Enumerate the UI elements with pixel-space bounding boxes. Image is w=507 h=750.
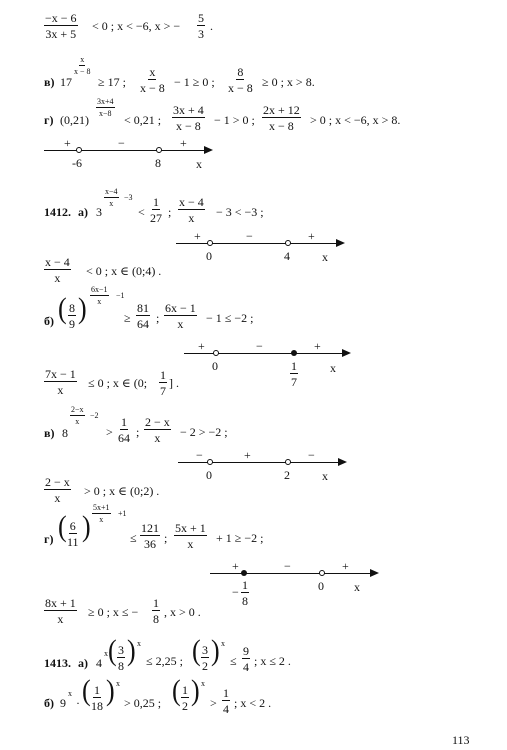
filled-point	[291, 350, 297, 356]
axis-line	[184, 353, 344, 354]
fraction: $\frac{1}{2}$	[182, 683, 188, 713]
fraction: $\frac{1}{8}$	[153, 596, 159, 626]
fraction: $\frac{x}{x - 8}$	[140, 65, 165, 95]
fraction: $\frac{3}{8}$	[118, 643, 124, 673]
fraction: $\frac{8}{x - 8}$	[228, 65, 253, 95]
fraction: $\frac{7x - 1}{x}$	[45, 367, 76, 397]
exponent: $\frac{5x+1}{x}$	[93, 503, 110, 524]
fraction: $\frac{1}{4}$	[223, 686, 229, 716]
fraction: $\frac{8}{9}$	[69, 301, 75, 331]
exponent: $\frac{x-4}{x}$	[105, 187, 118, 208]
fraction: $\frac{2 - x}{x}$	[145, 415, 170, 445]
fraction: $\frac{5x + 1}{x}$	[175, 521, 206, 551]
filled-point	[241, 570, 247, 576]
exponent: $\frac{3x+4}{x-8}$	[97, 97, 114, 118]
arrow-icon	[336, 239, 345, 247]
fraction: $\frac{121}{36}$	[141, 521, 159, 551]
fraction: $\frac{81}{64}$	[137, 301, 149, 331]
fraction: $\frac{1}{18}$	[91, 683, 103, 713]
fraction: $\frac{2 - x}{x}$	[45, 475, 70, 505]
fraction: $\frac{5}{3}$	[198, 11, 204, 41]
exponent: $\frac{x}{x - 8}$	[74, 55, 91, 76]
fraction: $\frac{1}{7}$	[160, 368, 166, 398]
open-point	[207, 240, 213, 246]
fraction: $\frac{6x - 1}{x}$	[165, 301, 196, 331]
open-point	[76, 147, 82, 153]
arrow-icon	[338, 458, 347, 466]
fraction: $\frac{3x + 4}{x - 8}$	[173, 103, 204, 133]
fraction: $\frac{3}{2}$	[202, 643, 208, 673]
open-point	[207, 459, 213, 465]
fraction: $\frac{1}{27}$	[150, 195, 162, 225]
axis-line	[176, 243, 338, 244]
fraction: $\frac{9}{4}$	[243, 644, 249, 674]
open-point	[285, 240, 291, 246]
arrow-icon	[370, 569, 379, 577]
exponent: $\frac{2-x}{x}$	[71, 405, 84, 426]
axis-line	[44, 150, 206, 151]
open-point	[213, 350, 219, 356]
fraction: $\frac{8x + 1}{x}$	[45, 596, 76, 626]
open-point	[285, 459, 291, 465]
exponent: $\frac{6x-1}{x}$	[91, 285, 108, 306]
fraction: $\frac{x - 4}{x}$	[179, 195, 204, 225]
arrow-icon	[204, 146, 213, 154]
arrow-icon	[342, 349, 351, 357]
fraction: $\frac{1}{8}$	[242, 578, 248, 608]
axis-line	[210, 573, 372, 574]
axis-line	[178, 462, 340, 463]
fraction: $\frac{2x + 12}{x - 8}$	[263, 103, 300, 133]
fraction: $\frac{6}{11}$	[67, 519, 79, 549]
open-point	[156, 147, 162, 153]
fraction: $\frac{x - 4}{x}$	[45, 255, 70, 285]
fraction: $\frac{-x - 6}{3x + 5}$	[45, 11, 77, 41]
open-point	[319, 570, 325, 576]
fraction: $\frac{1}{7}$	[291, 359, 297, 389]
page-number: 113	[452, 733, 470, 747]
fraction: $\frac{1}{64}$	[118, 415, 130, 445]
